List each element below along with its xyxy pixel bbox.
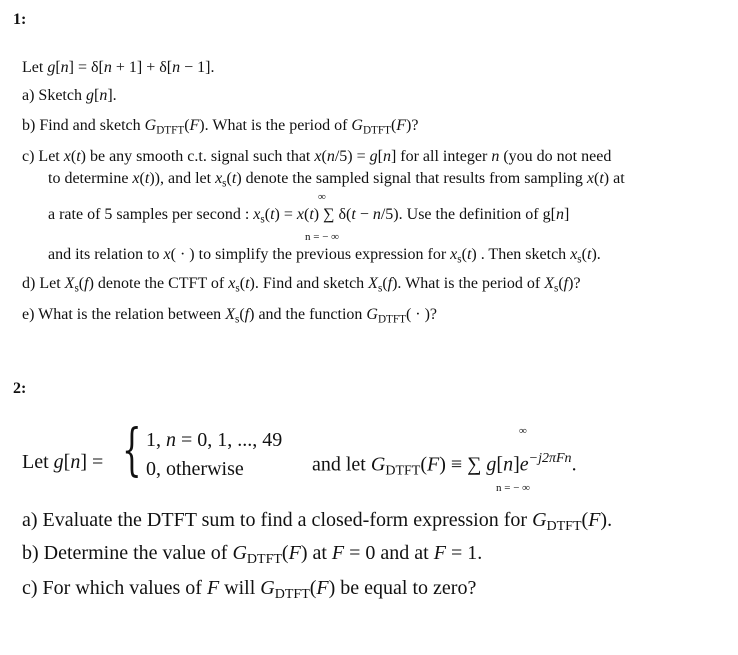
text-segment: ) denote the sampled signal that results from sampling — [236, 170, 587, 187]
math-variable: f — [84, 275, 89, 292]
part-1a — [22, 88, 117, 104]
text-segment: ( — [382, 275, 388, 292]
math-variable: F — [588, 509, 601, 531]
text-segment: c) For which values of — [22, 577, 207, 599]
math-subscript: s — [234, 313, 240, 326]
math-variable: F — [189, 117, 200, 134]
text-segment: ( · ) to simplify the previous expression for — [170, 246, 451, 263]
math-variable: g — [369, 148, 378, 165]
text-segment: a rate of 5 samples per second : — [48, 206, 254, 223]
math-variable: F — [206, 577, 220, 599]
text-segment: ( — [139, 170, 145, 187]
text-segment: ( — [461, 246, 467, 263]
math-variable: X — [225, 306, 235, 323]
math-variable: t — [231, 170, 237, 187]
text-segment: ). — [591, 246, 601, 263]
math-variable: n — [70, 451, 81, 473]
math-subscript: DTFT — [385, 463, 421, 479]
text-segment: ) be equal to zero? — [328, 577, 477, 599]
dtft-sum-upper-limit: ∞ — [519, 425, 527, 437]
math-variable: G — [144, 117, 157, 134]
text-segment: and its relation to — [48, 246, 164, 263]
math-variable: G — [366, 306, 378, 323]
sum-lower-limit: n = − ∞ — [305, 231, 339, 243]
math-variable: t — [270, 206, 275, 223]
math-variable: g — [47, 59, 56, 76]
part-1c-line2 — [48, 171, 625, 190]
piecewise-case-2 — [146, 459, 244, 479]
math-subscript: DTFT — [362, 124, 391, 137]
text-segment: ( — [70, 148, 77, 165]
part-1c — [22, 149, 611, 165]
math-variable: t — [599, 170, 604, 187]
text-segment: c) Let — [22, 148, 64, 165]
text-segment: ) and the function — [249, 306, 367, 323]
problem-1-statement — [22, 60, 214, 76]
problem-2-let — [22, 452, 103, 472]
math-superscript: −j2πFn — [528, 451, 572, 466]
math-variable: x — [253, 206, 261, 223]
part-1b — [22, 118, 418, 137]
text-segment: will — [219, 577, 261, 599]
text-segment: − — [355, 206, 373, 223]
text-segment: ( — [303, 206, 310, 223]
text-segment: ) at — [300, 542, 332, 564]
math-variable: t — [586, 246, 592, 263]
part-2c — [22, 578, 476, 602]
text-segment: ( — [309, 577, 317, 599]
math-variable: n — [172, 59, 181, 76]
text-segment: b) Find and sketch — [22, 117, 145, 134]
text-segment: ) . Then sketch — [471, 246, 571, 263]
math-subscript: s — [457, 253, 462, 266]
math-variable: n — [491, 148, 500, 165]
text-segment: ( — [239, 306, 245, 323]
math-variable: n — [60, 59, 69, 76]
text-segment: b) Determine the value of — [22, 542, 233, 564]
math-subscript: s — [222, 177, 227, 190]
text-segment: ] — [513, 453, 520, 476]
math-variable: n — [103, 59, 112, 76]
math-variable: G — [232, 542, 247, 564]
math-variable: X — [544, 275, 554, 292]
text-segment: 0, otherwise — [146, 458, 244, 480]
text-segment: )? — [406, 117, 419, 134]
piecewise-case-1 — [146, 430, 282, 450]
math-variable: F — [288, 542, 301, 564]
text-segment: = 1. — [445, 542, 483, 564]
text-segment: ]. — [107, 87, 117, 104]
math-variable: x — [450, 246, 458, 263]
text-segment: ) = — [274, 206, 297, 223]
math-variable: X — [368, 275, 378, 292]
math-variable: G — [532, 509, 547, 531]
math-variable: F — [316, 577, 329, 599]
math-variable: G — [260, 577, 275, 599]
text-segment: ( — [581, 509, 589, 531]
text-segment: /5). Use the definition of g[ — [380, 206, 556, 223]
text-segment: [ — [63, 451, 71, 473]
math-subscript: DTFT — [274, 587, 310, 603]
math-variable: G — [351, 117, 363, 134]
math-variable: t — [245, 275, 250, 292]
math-variable: n — [372, 206, 381, 223]
math-subscript: s — [260, 213, 265, 226]
math-subscript: DTFT — [246, 552, 282, 568]
text-segment: (you do not need — [499, 148, 612, 165]
text-segment: )? — [568, 275, 581, 292]
math-variable: G — [370, 453, 386, 476]
math-variable: x — [132, 170, 140, 187]
text-segment: ) at — [603, 170, 625, 187]
text-segment: [ — [377, 148, 383, 165]
text-segment: + 1] + δ[ — [111, 59, 173, 76]
math-variable: t — [351, 206, 356, 223]
math-variable: t — [144, 170, 150, 187]
math-variable: n — [99, 87, 108, 104]
text-segment: ( — [581, 246, 587, 263]
math-subscript: s — [74, 282, 79, 295]
math-variable: F — [331, 542, 345, 564]
math-variable: x — [215, 170, 223, 187]
math-variable: t — [76, 148, 81, 165]
text-segment: /5) = — [334, 148, 370, 165]
math-variable: g — [486, 453, 497, 476]
text-segment: ( — [226, 170, 232, 187]
math-variable: x — [63, 148, 71, 165]
math-variable: n — [326, 148, 335, 165]
text-segment: Let — [22, 451, 54, 473]
text-segment: . — [571, 453, 577, 476]
math-subscript: DTFT — [377, 313, 406, 326]
math-variable: F — [427, 453, 440, 476]
math-variable: f — [387, 275, 393, 292]
text-segment: − 1]. — [180, 59, 215, 76]
math-variable: f — [244, 306, 250, 323]
text-segment: ] = — [80, 451, 104, 473]
piecewise-brace: { — [122, 418, 142, 483]
text-segment: e) What is the relation between — [22, 306, 226, 323]
text-segment: [ — [93, 87, 100, 104]
text-segment: ( — [78, 275, 85, 292]
text-segment: ( — [420, 453, 427, 476]
text-segment: ( — [558, 275, 564, 292]
math-variable: X — [64, 275, 75, 292]
text-segment: 1, — [146, 429, 166, 451]
sum-upper-limit: ∞ — [318, 191, 326, 203]
math-variable: F — [396, 117, 407, 134]
text-segment: ) denote the CTFT of — [88, 275, 229, 292]
text-segment: ] for all integer — [390, 148, 492, 165]
text-segment: ( — [321, 148, 327, 165]
text-segment: ( · )? — [405, 306, 438, 323]
text-segment: ( — [264, 206, 271, 223]
text-segment: ) ≡ ∑ — [439, 453, 487, 476]
problem-2-heading: 2: — [13, 380, 27, 397]
text-segment: ] — [563, 206, 570, 223]
text-segment: ) be any smooth c.t. signal such that — [80, 148, 315, 165]
part-2b — [22, 543, 482, 567]
math-subscript: s — [553, 282, 559, 295]
math-variable: t — [309, 206, 314, 223]
math-variable: x — [586, 170, 595, 187]
text-segment: = 0, 1, ..., 49 — [176, 429, 283, 451]
text-segment: ] = δ[ — [68, 59, 104, 76]
dtft-definition — [312, 452, 577, 479]
text-segment: ). Find and sketch — [249, 275, 369, 292]
text-segment: ( — [390, 117, 397, 134]
math-subscript: s — [235, 282, 240, 295]
text-segment: ( — [184, 117, 190, 134]
text-segment: d) Let — [22, 275, 65, 292]
math-variable: n — [503, 453, 514, 476]
dtft-sum-lower-limit: n = − ∞ — [496, 482, 530, 494]
part-1e — [22, 307, 437, 326]
text-segment: ( — [594, 170, 600, 187]
math-variable: x — [228, 275, 236, 292]
text-segment: and let — [312, 453, 371, 476]
part-2a — [22, 510, 612, 534]
text-segment: ( — [239, 275, 246, 292]
text-segment: a) Sketch — [22, 87, 86, 104]
math-variable: x — [163, 246, 171, 263]
math-subscript: s — [577, 253, 582, 266]
text-segment: [ — [496, 453, 504, 476]
math-subscript: DTFT — [156, 124, 185, 137]
math-variable: g — [85, 87, 94, 104]
math-variable: e — [519, 453, 529, 476]
text-segment: ). What is the period of — [392, 275, 545, 292]
text-segment: ). What is the period of — [199, 117, 352, 134]
text-segment: ( — [281, 542, 289, 564]
math-subscript: s — [377, 282, 383, 295]
math-variable: x — [314, 148, 322, 165]
problem-1-heading: 1: — [13, 11, 27, 28]
math-variable: x — [296, 206, 304, 223]
text-segment: a) Evaluate the DTFT sum to find a closed-form expression for — [22, 509, 533, 531]
part-1d — [22, 276, 581, 295]
text-segment: ). — [600, 509, 613, 531]
math-subscript: DTFT — [546, 519, 582, 535]
text-segment: Let — [22, 59, 48, 76]
text-segment: to determine — [48, 170, 133, 187]
math-variable: F — [433, 542, 446, 564]
math-variable: t — [466, 246, 472, 263]
part-1c-line4 — [48, 247, 601, 266]
text-segment: )), and let — [149, 170, 216, 187]
part-1c-line3 — [48, 207, 569, 226]
math-variable: x — [570, 246, 578, 263]
math-variable: n — [382, 148, 391, 165]
math-variable: n — [166, 429, 176, 451]
text-segment: [ — [55, 59, 61, 76]
math-variable: n — [555, 206, 564, 223]
math-variable: f — [563, 275, 569, 292]
text-segment: = 0 and at — [344, 542, 434, 564]
math-variable: g — [53, 451, 64, 473]
text-segment: ) ∑ δ( — [313, 206, 352, 223]
